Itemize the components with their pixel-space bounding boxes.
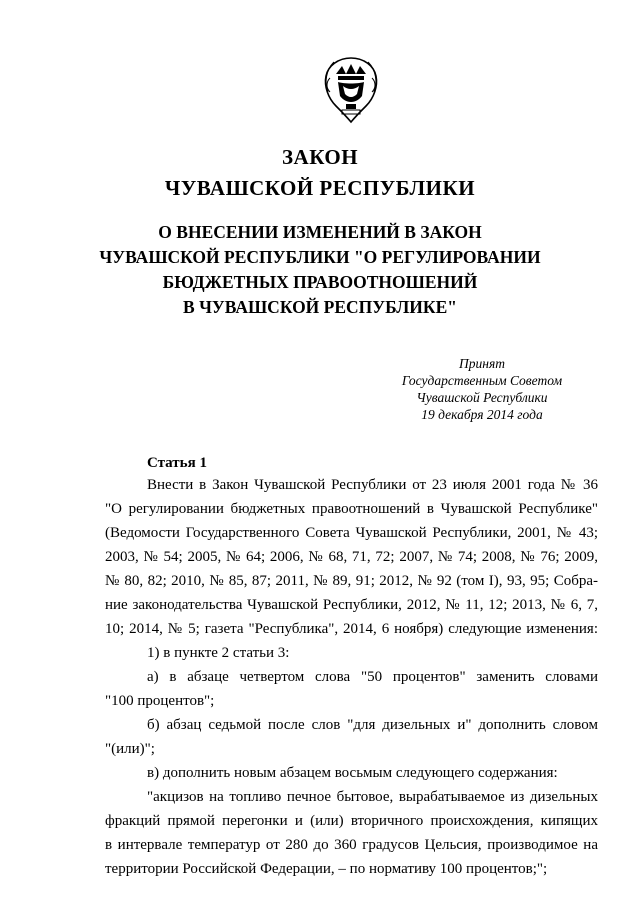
adoption-line: Чувашской Республики — [416, 390, 548, 405]
subtitle-line: В ЧУВАШСКОЙ РЕСПУБЛИКЕ" — [183, 297, 457, 317]
body-line: б) абзац седьмой после слов "для дизельных и" дополнить словом — [147, 717, 598, 733]
article-heading: Статья 1 — [147, 455, 207, 471]
body-line: "(или)"; — [105, 741, 155, 757]
coat-of-arms-emblem — [316, 52, 386, 126]
adoption-line: Принят — [459, 356, 505, 371]
adoption-line: Государственным Советом — [401, 373, 563, 388]
body-line: № 80, 82; 2010, № 85, 87; 2011, № 89, 91; 2012, № 92 (том I), 93, 95; Собра- — [105, 573, 598, 589]
body-line: ние законодательства Чувашской Республики, 2012, № 11, 12; 2013, № 6, 7, — [105, 597, 598, 613]
body-line: территории Российской Федерации, – по нормативу 100 процентов;"; — [105, 861, 548, 877]
body-line: "100 процентов"; — [105, 693, 215, 709]
body-line: Внести в Закон Чувашской Республики от 23 июля 2001 года № 36 — [147, 477, 598, 493]
body-line: в) дополнить новым абзацем восьмым следующего содержания: — [147, 765, 558, 781]
body-line: а) в абзаце четвертом слова "50 процентов" заменить словами — [147, 669, 598, 685]
law-title: ЗАКОН — [281, 145, 359, 169]
body-line: фракций прямой перегонки и (или) вторичного происхождения, кипящих — [105, 813, 598, 829]
body-line: 2003, № 54; 2005, № 64; 2006, № 68, 71, 72; 2007, № 74; 2008, № 76; 2009, — [105, 549, 598, 565]
article-body — [105, 473, 598, 881]
subtitle-line: ЧУВАШСКОЙ РЕСПУБЛИКИ "О РЕГУЛИРОВАНИИ — [99, 247, 541, 267]
body-line: "О регулировании бюджетных правоотношений в Чувашской Республике" — [105, 501, 598, 517]
adoption-note — [382, 355, 582, 423]
republic-title: ЧУВАШСКОЙ РЕСПУБЛИКИ — [164, 176, 476, 200]
adoption-date: 19 декабря 2014 года — [421, 407, 543, 422]
law-subtitle — [0, 220, 640, 320]
subtitle-line: О ВНЕСЕНИИ ИЗМЕНЕНИЙ В ЗАКОН — [158, 222, 482, 242]
body-line: (Ведомости Государственного Совета Чувашской Республики, 2001, № 43; — [105, 525, 598, 541]
body-line: в интервале температур от 280 до 360 градусов Цельсия, производимое на — [105, 837, 598, 853]
body-line: 1) в пункте 2 статьи 3: — [147, 645, 290, 661]
subtitle-line: БЮДЖЕТНЫХ ПРАВООТНОШЕНИЙ — [162, 272, 478, 292]
body-line: 10; 2014, № 5; газета "Республика", 2014, 6 ноября) следующие изменения: — [105, 621, 598, 637]
body-line: "акцизов на топливо печное бытовое, вырабатываемое из дизельных — [147, 789, 598, 805]
